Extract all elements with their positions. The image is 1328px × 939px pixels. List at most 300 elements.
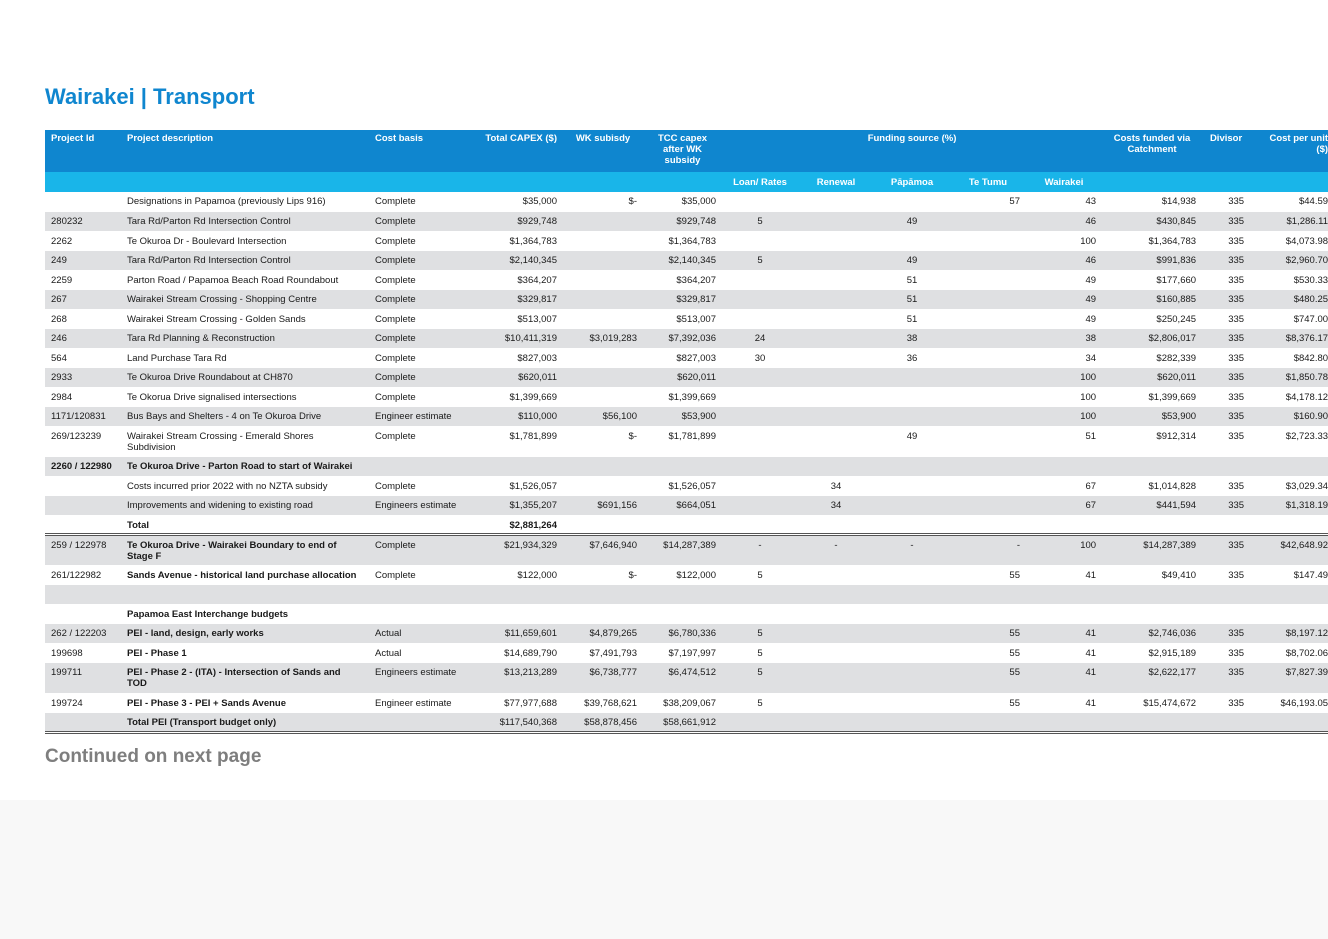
cell-wk-subsidy xyxy=(563,348,643,368)
cell-loan-rates: 5 xyxy=(722,624,798,644)
cell-te-tumu: 55 xyxy=(950,565,1026,585)
table-row xyxy=(45,231,1328,251)
cell-total-capex: $329,817 xyxy=(469,290,563,310)
col-papamoa: Pāpāmoa xyxy=(874,172,950,192)
cell-total-capex: $1,355,207 xyxy=(469,496,563,516)
cell-wk-subsidy: $39,768,621 xyxy=(563,693,643,713)
cell-renewal xyxy=(798,643,874,663)
cell-cost-per-unit xyxy=(1250,604,1328,624)
cell-description: Sands Avenue - historical land purchase allocation xyxy=(121,565,369,585)
cell-wairakei: 100 xyxy=(1026,368,1102,388)
cell-tcc-capex: $38,209,067 xyxy=(643,693,722,713)
cell-costs-funded: $912,314 xyxy=(1102,426,1202,457)
cell-cost-basis: Complete xyxy=(369,231,469,251)
cell-cost-per-unit: $8,197.12 xyxy=(1250,624,1328,644)
cell-description: Costs incurred prior 2022 with no NZTA subsidy xyxy=(121,476,369,496)
cell-project-id: 2984 xyxy=(45,387,121,407)
cell-cost-per-unit xyxy=(1250,515,1328,535)
cell-renewal xyxy=(798,663,874,694)
cell-project-id xyxy=(45,604,121,624)
cell-cost-per-unit: $3,029.34 xyxy=(1250,476,1328,496)
cell-cost-per-unit: $2,960.70 xyxy=(1250,251,1328,271)
cell-renewal xyxy=(798,407,874,427)
cell-renewal xyxy=(798,231,874,251)
cell-wairakei: 41 xyxy=(1026,624,1102,644)
cell-tcc-capex xyxy=(643,604,722,624)
cell-divisor xyxy=(1202,585,1250,605)
cell-project-id: 2259 xyxy=(45,270,121,290)
cell-wairakei: 51 xyxy=(1026,426,1102,457)
cell-cost-basis: Complete xyxy=(369,368,469,388)
cell-papamoa: 49 xyxy=(874,426,950,457)
cell-loan-rates xyxy=(722,426,798,457)
cell-costs-funded: $2,806,017 xyxy=(1102,329,1202,349)
cell-description: Te Okorua Drive signalised intersections xyxy=(121,387,369,407)
cell-tcc-capex: $329,817 xyxy=(643,290,722,310)
cell-renewal: - xyxy=(798,535,874,566)
cell-renewal xyxy=(798,457,874,477)
cell-wk-subsidy: $- xyxy=(563,565,643,585)
cell-total-capex xyxy=(469,457,563,477)
cell-renewal xyxy=(798,387,874,407)
cell-papamoa: 36 xyxy=(874,348,950,368)
cell-loan-rates: 5 xyxy=(722,212,798,232)
cell-cost-basis: Complete xyxy=(369,348,469,368)
cell-description: Te Okuroa Dr - Boulevard Intersection xyxy=(121,231,369,251)
cell-papamoa xyxy=(874,713,950,733)
cell-te-tumu: 55 xyxy=(950,643,1026,663)
cell-costs-funded: $160,885 xyxy=(1102,290,1202,310)
cell-renewal xyxy=(798,270,874,290)
cell-tcc-capex: $1,781,899 xyxy=(643,426,722,457)
cell-wk-subsidy xyxy=(563,251,643,271)
cell-divisor: 335 xyxy=(1202,535,1250,566)
cell-costs-funded: $2,915,189 xyxy=(1102,643,1202,663)
cell-loan-rates: 24 xyxy=(722,329,798,349)
header-row xyxy=(45,130,1328,172)
cell-wk-subsidy: $56,100 xyxy=(563,407,643,427)
cell-tcc-capex: $620,011 xyxy=(643,368,722,388)
cell-renewal xyxy=(798,585,874,605)
col-tcc-capex: TCC capex after WK subsidy xyxy=(643,130,722,172)
cell-loan-rates xyxy=(722,368,798,388)
cell-te-tumu xyxy=(950,515,1026,535)
cell-renewal xyxy=(798,565,874,585)
cell-total-capex: $1,399,669 xyxy=(469,387,563,407)
cell-divisor: 335 xyxy=(1202,476,1250,496)
cell-tcc-capex xyxy=(643,457,722,477)
cell-total-capex: $364,207 xyxy=(469,270,563,290)
cell-divisor: 335 xyxy=(1202,212,1250,232)
col-te-tumu: Te Tumu xyxy=(950,172,1026,192)
cell-cost-per-unit: $8,702.06 xyxy=(1250,643,1328,663)
cell-wairakei: 67 xyxy=(1026,476,1102,496)
cell-total-capex: $1,364,783 xyxy=(469,231,563,251)
cell-project-id xyxy=(45,585,121,605)
cell-divisor: 335 xyxy=(1202,348,1250,368)
cell-costs-funded xyxy=(1102,713,1202,733)
table-row xyxy=(45,713,1328,733)
cell-wk-subsidy: $- xyxy=(563,192,643,212)
cell-tcc-capex: $6,780,336 xyxy=(643,624,722,644)
cell-loan-rates xyxy=(722,604,798,624)
table-row xyxy=(45,663,1328,694)
cell-papamoa xyxy=(874,643,950,663)
cell-papamoa xyxy=(874,368,950,388)
cell-total-capex xyxy=(469,585,563,605)
cell-divisor: 335 xyxy=(1202,270,1250,290)
subheader-row xyxy=(45,172,1328,192)
cell-renewal: 34 xyxy=(798,476,874,496)
cell-description: Tara Rd Planning & Reconstruction xyxy=(121,329,369,349)
cell-costs-funded: $14,287,389 xyxy=(1102,535,1202,566)
cell-wk-subsidy xyxy=(563,368,643,388)
cell-tcc-capex: $364,207 xyxy=(643,270,722,290)
cell-project-id: 2260 / 122980 xyxy=(45,457,121,477)
cell-wairakei xyxy=(1026,457,1102,477)
cell-project-id: 261/122982 xyxy=(45,565,121,585)
cell-costs-funded xyxy=(1102,604,1202,624)
footer-shade xyxy=(0,800,1328,939)
cell-costs-funded: $15,474,672 xyxy=(1102,693,1202,713)
cell-wairakei: 49 xyxy=(1026,290,1102,310)
cell-divisor: 335 xyxy=(1202,407,1250,427)
cell-costs-funded: $2,622,177 xyxy=(1102,663,1202,694)
cell-description: Papamoa East Interchange budgets xyxy=(121,604,369,624)
cell-description: Tara Rd/Parton Rd Intersection Control xyxy=(121,212,369,232)
cell-loan-rates: 5 xyxy=(722,251,798,271)
cell-project-id: 262 / 122203 xyxy=(45,624,121,644)
cell-papamoa xyxy=(874,476,950,496)
cell-wairakei: 41 xyxy=(1026,663,1102,694)
cell-divisor: 335 xyxy=(1202,329,1250,349)
cell-divisor: 335 xyxy=(1202,251,1250,271)
table-body xyxy=(45,192,1328,732)
cell-costs-funded: $1,014,828 xyxy=(1102,476,1202,496)
cell-loan-rates: 5 xyxy=(722,693,798,713)
cell-te-tumu xyxy=(950,604,1026,624)
cell-project-id: 199698 xyxy=(45,643,121,663)
cell-project-id: 267 xyxy=(45,290,121,310)
cell-renewal xyxy=(798,368,874,388)
cell-wk-subsidy: $58,878,456 xyxy=(563,713,643,733)
cell-papamoa xyxy=(874,693,950,713)
cell-cost-per-unit: $160.90 xyxy=(1250,407,1328,427)
cell-wairakei: 41 xyxy=(1026,693,1102,713)
cell-wk-subsidy xyxy=(563,309,643,329)
cell-divisor: 335 xyxy=(1202,565,1250,585)
cell-description xyxy=(121,585,369,605)
cell-te-tumu: 57 xyxy=(950,192,1026,212)
cell-divisor: 335 xyxy=(1202,368,1250,388)
cell-project-id: 249 xyxy=(45,251,121,271)
cell-cost-per-unit: $147.49 xyxy=(1250,565,1328,585)
cell-cost-per-unit: $4,073.98 xyxy=(1250,231,1328,251)
cell-renewal xyxy=(798,309,874,329)
cell-description: PEI - Phase 3 - PEI + Sands Avenue xyxy=(121,693,369,713)
cell-description: PEI - Phase 1 xyxy=(121,643,369,663)
cell-project-id: 259 / 122978 xyxy=(45,535,121,566)
cell-costs-funded: $282,339 xyxy=(1102,348,1202,368)
cell-renewal xyxy=(798,192,874,212)
cell-cost-basis: Actual xyxy=(369,624,469,644)
cell-tcc-capex: $1,399,669 xyxy=(643,387,722,407)
cell-tcc-capex: $664,051 xyxy=(643,496,722,516)
cell-papamoa: 51 xyxy=(874,309,950,329)
cell-divisor: 335 xyxy=(1202,624,1250,644)
cell-tcc-capex: $2,140,345 xyxy=(643,251,722,271)
cell-cost-per-unit: $42,648.92 xyxy=(1250,535,1328,566)
cell-cost-basis: Complete xyxy=(369,212,469,232)
cell-loan-rates: - xyxy=(722,535,798,566)
cell-cost-per-unit: $842.80 xyxy=(1250,348,1328,368)
cell-cost-basis: Complete xyxy=(369,309,469,329)
cell-wk-subsidy xyxy=(563,231,643,251)
cell-papamoa xyxy=(874,515,950,535)
cell-costs-funded xyxy=(1102,457,1202,477)
table-row xyxy=(45,329,1328,349)
page-title: Wairakei | Transport xyxy=(45,84,255,109)
cell-costs-funded xyxy=(1102,585,1202,605)
cell-total-capex: $1,526,057 xyxy=(469,476,563,496)
cell-wk-subsidy xyxy=(563,387,643,407)
cell-total-capex: $2,881,264 xyxy=(469,515,563,535)
cell-wairakei xyxy=(1026,585,1102,605)
cell-tcc-capex xyxy=(643,585,722,605)
cell-total-capex: $10,411,319 xyxy=(469,329,563,349)
table-row xyxy=(45,251,1328,271)
cell-loan-rates xyxy=(722,457,798,477)
cell-wairakei: 46 xyxy=(1026,212,1102,232)
cell-te-tumu xyxy=(950,270,1026,290)
cell-project-id: 269/123239 xyxy=(45,426,121,457)
cell-wk-subsidy: $4,879,265 xyxy=(563,624,643,644)
cell-cost-per-unit xyxy=(1250,713,1328,733)
cell-cost-per-unit: $7,827.39 xyxy=(1250,663,1328,694)
cell-divisor: 335 xyxy=(1202,663,1250,694)
cell-total-capex: $1,781,899 xyxy=(469,426,563,457)
cell-wairakei: 49 xyxy=(1026,309,1102,329)
cell-description: Total xyxy=(121,515,369,535)
cell-renewal xyxy=(798,713,874,733)
cell-loan-rates xyxy=(722,496,798,516)
table-row xyxy=(45,290,1328,310)
cell-te-tumu xyxy=(950,476,1026,496)
cell-te-tumu: - xyxy=(950,535,1026,566)
cell-project-id xyxy=(45,476,121,496)
cell-costs-funded: $1,364,783 xyxy=(1102,231,1202,251)
cell-papamoa xyxy=(874,457,950,477)
cell-total-capex: $35,000 xyxy=(469,192,563,212)
cell-te-tumu: 55 xyxy=(950,624,1026,644)
cell-total-capex: $14,689,790 xyxy=(469,643,563,663)
cell-tcc-capex: $7,197,997 xyxy=(643,643,722,663)
cell-wairakei: 34 xyxy=(1026,348,1102,368)
cell-divisor: 335 xyxy=(1202,387,1250,407)
cell-cost-basis: Complete xyxy=(369,535,469,566)
cell-divisor: 335 xyxy=(1202,290,1250,310)
cell-description: Te Okuroa Drive Roundabout at CH870 xyxy=(121,368,369,388)
cell-te-tumu xyxy=(950,212,1026,232)
table-row xyxy=(45,476,1328,496)
cell-cost-per-unit xyxy=(1250,585,1328,605)
cell-te-tumu xyxy=(950,251,1026,271)
cell-wk-subsidy: $7,491,793 xyxy=(563,643,643,663)
cell-cost-basis: Complete xyxy=(369,251,469,271)
cell-divisor: 335 xyxy=(1202,496,1250,516)
cell-wk-subsidy: $691,156 xyxy=(563,496,643,516)
cell-wairakei: 46 xyxy=(1026,251,1102,271)
cell-cost-basis: Complete xyxy=(369,270,469,290)
cell-cost-per-unit: $1,286.11 xyxy=(1250,212,1328,232)
cell-te-tumu xyxy=(950,348,1026,368)
cell-tcc-capex: $35,000 xyxy=(643,192,722,212)
cell-cost-basis xyxy=(369,515,469,535)
cell-renewal: 34 xyxy=(798,496,874,516)
cell-total-capex: $929,748 xyxy=(469,212,563,232)
cell-cost-per-unit: $480.25 xyxy=(1250,290,1328,310)
cell-cost-basis: Complete xyxy=(369,387,469,407)
cell-total-capex: $13,213,289 xyxy=(469,663,563,694)
cell-description: Land Purchase Tara Rd xyxy=(121,348,369,368)
cell-papamoa xyxy=(874,565,950,585)
cell-description: Designations in Papamoa (previously Lips 916) xyxy=(121,192,369,212)
table-row xyxy=(45,212,1328,232)
cell-cost-per-unit xyxy=(1250,457,1328,477)
cell-wk-subsidy: $6,738,777 xyxy=(563,663,643,694)
cell-wairakei: 100 xyxy=(1026,387,1102,407)
cell-tcc-capex: $6,474,512 xyxy=(643,663,722,694)
cell-loan-rates: 30 xyxy=(722,348,798,368)
table-row xyxy=(45,426,1328,457)
cell-wairakei: 43 xyxy=(1026,192,1102,212)
cell-wk-subsidy xyxy=(563,585,643,605)
cell-costs-funded: $441,594 xyxy=(1102,496,1202,516)
table-row xyxy=(45,496,1328,516)
table-row xyxy=(45,643,1328,663)
cell-project-id: 564 xyxy=(45,348,121,368)
cell-papamoa xyxy=(874,231,950,251)
cell-papamoa xyxy=(874,192,950,212)
cell-total-capex: $513,007 xyxy=(469,309,563,329)
cell-renewal xyxy=(798,624,874,644)
continued-note: Continued on next page xyxy=(45,746,262,767)
cell-project-id xyxy=(45,192,121,212)
cell-te-tumu: 55 xyxy=(950,663,1026,694)
cell-wk-subsidy xyxy=(563,476,643,496)
cell-costs-funded: $2,746,036 xyxy=(1102,624,1202,644)
cell-wk-subsidy xyxy=(563,457,643,477)
cell-divisor: 335 xyxy=(1202,643,1250,663)
cell-divisor xyxy=(1202,604,1250,624)
cell-cost-basis: Complete xyxy=(369,192,469,212)
cell-renewal xyxy=(798,212,874,232)
table-row xyxy=(45,565,1328,585)
cell-divisor xyxy=(1202,515,1250,535)
cell-project-id: 199711 xyxy=(45,663,121,694)
cell-cost-basis: Complete xyxy=(369,290,469,310)
cell-papamoa: 49 xyxy=(874,212,950,232)
col-cost-basis: Cost basis xyxy=(369,130,469,172)
cell-papamoa xyxy=(874,387,950,407)
table-row xyxy=(45,585,1328,605)
cell-papamoa xyxy=(874,585,950,605)
col-wk-subsidy: WK subisdy xyxy=(563,130,643,172)
table-row xyxy=(45,457,1328,477)
cell-cost-per-unit: $4,178.12 xyxy=(1250,387,1328,407)
cell-divisor: 335 xyxy=(1202,426,1250,457)
cell-cost-basis xyxy=(369,713,469,733)
cell-project-id: 268 xyxy=(45,309,121,329)
cell-cost-basis: Complete xyxy=(369,329,469,349)
cell-wairakei xyxy=(1026,713,1102,733)
col-cost-per-unit: Cost per unit ($) xyxy=(1250,130,1328,172)
cell-wairakei: 100 xyxy=(1026,407,1102,427)
cell-loan-rates xyxy=(722,515,798,535)
cell-te-tumu xyxy=(950,585,1026,605)
cell-description: Total PEI (Transport budget only) xyxy=(121,713,369,733)
cell-tcc-capex: $1,526,057 xyxy=(643,476,722,496)
cell-te-tumu xyxy=(950,231,1026,251)
cell-te-tumu xyxy=(950,329,1026,349)
cell-tcc-capex: $58,661,912 xyxy=(643,713,722,733)
cell-loan-rates xyxy=(722,231,798,251)
cell-wk-subsidy: $3,019,283 xyxy=(563,329,643,349)
cell-costs-funded: $250,245 xyxy=(1102,309,1202,329)
cell-te-tumu: 55 xyxy=(950,693,1026,713)
cell-total-capex: $2,140,345 xyxy=(469,251,563,271)
cell-wk-subsidy xyxy=(563,212,643,232)
cell-renewal xyxy=(798,604,874,624)
cell-tcc-capex: $7,392,036 xyxy=(643,329,722,349)
table-row xyxy=(45,693,1328,713)
cell-description: Bus Bays and Shelters - 4 on Te Okuroa Drive xyxy=(121,407,369,427)
cell-loan-rates xyxy=(722,270,798,290)
cell-tcc-capex: $14,287,389 xyxy=(643,535,722,566)
cell-description: Parton Road / Papamoa Beach Road Roundabout xyxy=(121,270,369,290)
cell-costs-funded: $177,660 xyxy=(1102,270,1202,290)
cell-wk-subsidy xyxy=(563,604,643,624)
cell-papamoa xyxy=(874,663,950,694)
cell-te-tumu xyxy=(950,368,1026,388)
cell-papamoa: 51 xyxy=(874,270,950,290)
cell-cost-basis xyxy=(369,457,469,477)
cell-project-id: 280232 xyxy=(45,212,121,232)
cell-description: PEI - Phase 2 - (ITA) - Intersection of Sands and TOD xyxy=(121,663,369,694)
cell-costs-funded: $1,399,669 xyxy=(1102,387,1202,407)
cell-description: Te Okuroa Drive - Wairakei Boundary to end of Stage F xyxy=(121,535,369,566)
cell-total-capex: $77,977,688 xyxy=(469,693,563,713)
cell-costs-funded: $53,900 xyxy=(1102,407,1202,427)
cell-loan-rates xyxy=(722,309,798,329)
cell-total-capex: $11,659,601 xyxy=(469,624,563,644)
cell-divisor: 335 xyxy=(1202,192,1250,212)
cell-description: Wairakei Stream Crossing - Emerald Shores Subdivision xyxy=(121,426,369,457)
cell-total-capex: $21,934,329 xyxy=(469,535,563,566)
cell-description: Wairakei Stream Crossing - Shopping Centre xyxy=(121,290,369,310)
cell-loan-rates xyxy=(722,476,798,496)
cell-divisor xyxy=(1202,457,1250,477)
cell-description: Te Okuroa Drive - Parton Road to start of Wairakei xyxy=(121,457,369,477)
cell-te-tumu xyxy=(950,457,1026,477)
cell-wk-subsidy: $- xyxy=(563,426,643,457)
cell-wairakei xyxy=(1026,515,1102,535)
cell-loan-rates: 5 xyxy=(722,663,798,694)
cell-project-id: 2933 xyxy=(45,368,121,388)
col-wairakei: Wairakei xyxy=(1026,172,1102,192)
table-row xyxy=(45,515,1328,535)
cell-project-id xyxy=(45,515,121,535)
